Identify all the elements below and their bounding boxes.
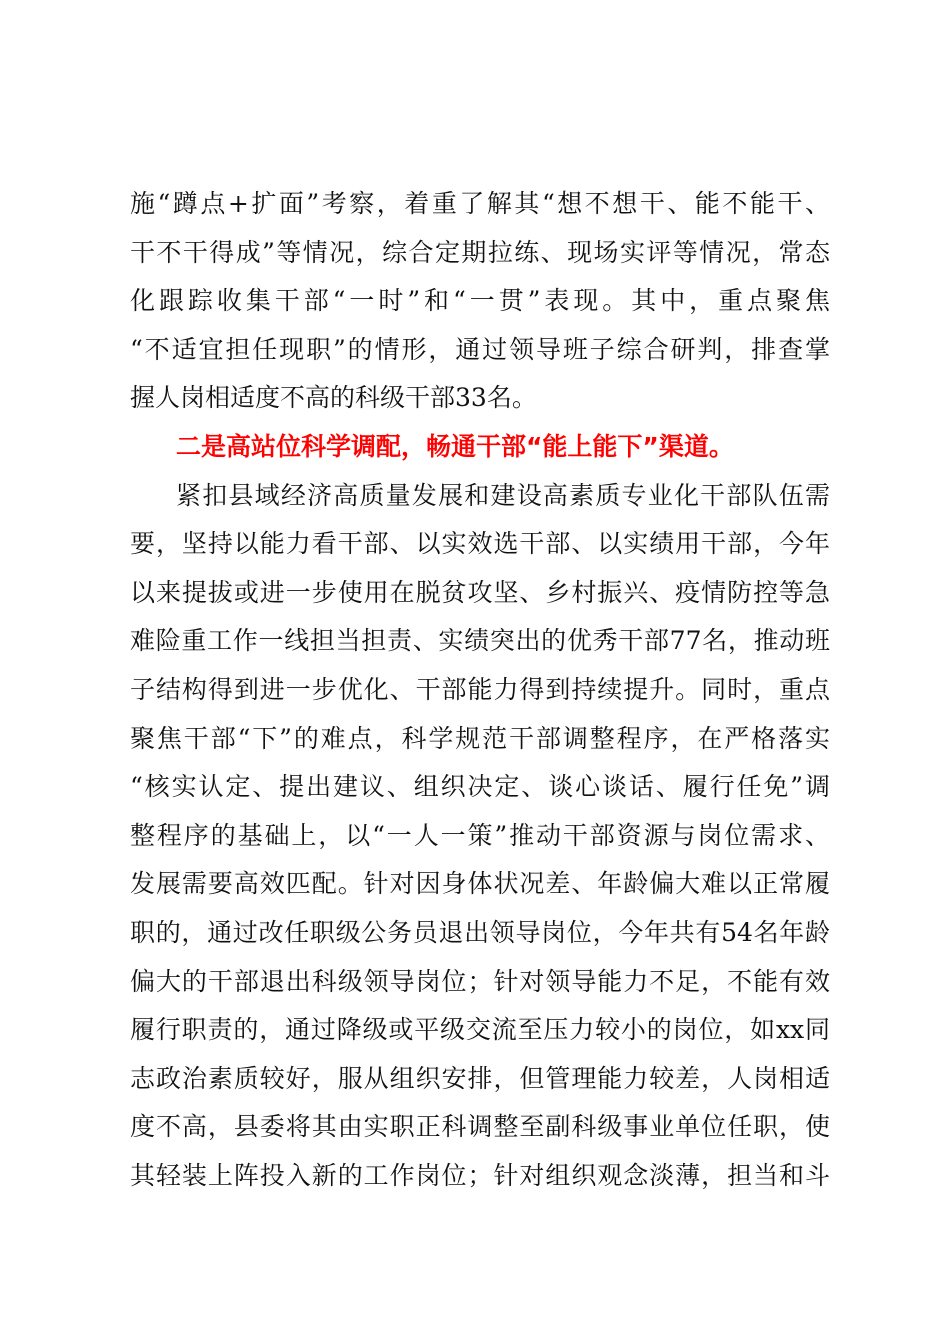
text-line: 聚焦干部“下”的难点，科学规范干部调整程序，在严格落实 [130, 723, 830, 753]
text-line: 偏大的干部退出科级领导岗位；针对领导能力不足，不能有效 [130, 966, 830, 996]
text-line: 难险重工作一线担当担责、实绩突出的优秀干部77名，推动班 [130, 626, 830, 656]
text-line: “核实认定、提出建议、组织决定、谈心谈话、履行任免”调 [130, 772, 830, 802]
text-line: 紧扣县域经济高质量发展和建设高素质专业化干部队伍需 [176, 480, 830, 510]
text-line: 履行职责的，通过降级或平级交流至压力较小的岗位，如xx同 [130, 1015, 830, 1045]
section-heading: 二是高站位科学调配，畅通干部“能上能下”渠道。 [176, 431, 734, 461]
text-line: 要，坚持以能力看干部、以实效选干部、以实绩用干部，今年 [130, 529, 830, 559]
text-line: 整程序的基础上，以“一人一策”推动干部资源与岗位需求、 [130, 820, 830, 850]
text-line: 干不干得成”等情况，综合定期拉练、现场实评等情况，常态 [130, 237, 830, 267]
document-body [130, 180, 830, 1200]
text-line: 施“蹲点+扩面”考察，着重了解其“想不想干、能不能干、 [130, 189, 830, 218]
text-line: 职的，通过改任职级公务员退出领导岗位，今年共有54名年龄 [130, 917, 830, 947]
text-line: 子结构得到进一步优化、干部能力得到持续提升。同时，重点 [130, 674, 830, 704]
text-line: 志政治素质较好，服从组织安排，但管理能力较差，人岗相适 [130, 1063, 830, 1093]
paragraph-2 [130, 472, 830, 1201]
text-line: 化跟踪收集干部“一时”和“一贯”表现。其中，重点聚焦 [130, 286, 830, 316]
text-line: 以来提拔或进一步使用在脱贫攻坚、乡村振兴、疫情防控等急 [130, 577, 830, 607]
text-line: 发展需要高效匹配。针对因身体状况差、年龄偏大难以正常履 [130, 869, 830, 899]
text-line: 握人岗相适度不高的科级干部33名。 [130, 383, 537, 413]
text-line: 度不高，县委将其由实职正科调整至副科级事业单位任职，使 [130, 1112, 830, 1142]
text-line: “不适宜担任现职”的情形，通过领导班子综合研判，排查掌 [130, 334, 830, 364]
text-line: 其轻装上阵投入新的工作岗位；针对组织观念淡薄，担当和斗 [130, 1160, 830, 1190]
paragraph-1 [130, 180, 830, 423]
